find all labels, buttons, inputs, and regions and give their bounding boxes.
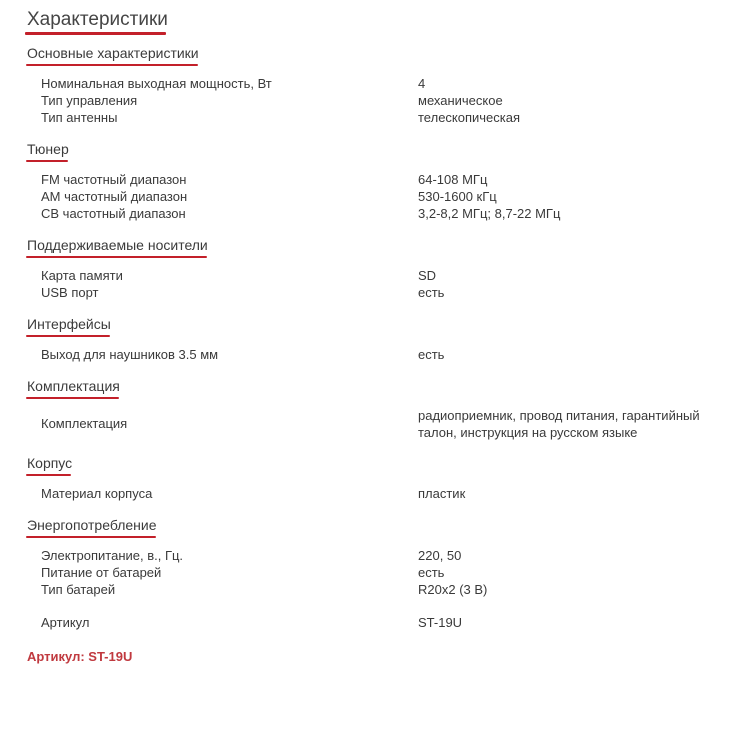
- spec-label: FM частотный диапазон: [41, 172, 187, 187]
- spec-label: Питание от батарей: [41, 565, 162, 580]
- spec-label: Материал корпуса: [41, 486, 153, 501]
- section-title-text: Корпус: [27, 455, 73, 471]
- spec-value: пластик: [418, 486, 466, 501]
- spec-value: есть: [418, 565, 445, 580]
- spec-value: механическое: [418, 93, 503, 108]
- spec-value: [418, 407, 748, 441]
- spec-value: есть: [418, 285, 445, 300]
- section-title-main-specs: [27, 45, 199, 61]
- spec-label: Артикул: [41, 615, 90, 630]
- page-title: [27, 9, 168, 31]
- spec-value-line: радиоприемник, провод питания, гарантийный: [418, 408, 700, 423]
- section-underline: [26, 64, 198, 66]
- page-title-underline: [25, 32, 166, 35]
- spec-label: СВ частотный диапазон: [41, 206, 186, 221]
- section-title-text: Тюнер: [27, 141, 69, 157]
- section-underline: [26, 474, 71, 476]
- section-underline: [26, 256, 207, 258]
- section-title-supported-media: [27, 237, 208, 253]
- spec-value: 3,2-8,2 МГц; 8,7-22 МГц: [418, 206, 561, 221]
- spec-label: Тип батарей: [41, 582, 116, 597]
- section-title-interfaces: [27, 316, 111, 332]
- section-title-text: Поддерживаемые носители: [27, 237, 208, 253]
- section-underline: [26, 536, 156, 538]
- spec-label: Тип антенны: [41, 110, 118, 125]
- spec-value: SD: [418, 268, 437, 283]
- section-title-power: [27, 517, 157, 533]
- spec-value: R20x2 (3 В): [418, 582, 488, 597]
- section-title-text: Интерфейсы: [27, 316, 111, 332]
- spec-value: 220, 50: [418, 548, 462, 563]
- spec-label: Выход для наушников 3.5 мм: [41, 347, 219, 362]
- spec-value: 64-108 МГц: [418, 172, 488, 187]
- spec-label: Комплектация: [41, 416, 128, 431]
- section-title-package: [27, 378, 120, 394]
- spec-value: есть: [418, 347, 445, 362]
- spec-value: телескопическая: [418, 110, 521, 125]
- section-title-text: Комплектация: [27, 378, 120, 394]
- spec-label: Карта памяти: [41, 268, 123, 283]
- spec-label: Тип управления: [41, 93, 138, 108]
- section-underline: [26, 335, 110, 337]
- spec-value: ST-19U: [418, 615, 463, 630]
- section-title-tuner: [27, 141, 69, 157]
- spec-row-package-contents: [41, 407, 741, 441]
- section-underline: [26, 160, 68, 162]
- spec-value: 4: [418, 76, 426, 91]
- article-number-highlight: Артикул: ST-19U: [27, 649, 133, 664]
- section-title-text: Основные характеристики: [27, 45, 199, 61]
- spec-value-line: талон, инструкция на русском языке: [418, 425, 638, 440]
- spec-label: Электропитание, в., Гц.: [41, 548, 184, 563]
- section-title-body: [27, 455, 72, 471]
- section-underline: [26, 397, 119, 399]
- page-title-text: Характеристики: [27, 9, 168, 30]
- spec-label: Номинальная выходная мощность, Вт: [41, 76, 272, 91]
- spec-label: USB порт: [41, 285, 99, 300]
- section-title-text: Энергопотребление: [27, 517, 157, 533]
- spec-label: AM частотный диапазон: [41, 189, 188, 204]
- spec-value: 530-1600 кГц: [418, 189, 497, 204]
